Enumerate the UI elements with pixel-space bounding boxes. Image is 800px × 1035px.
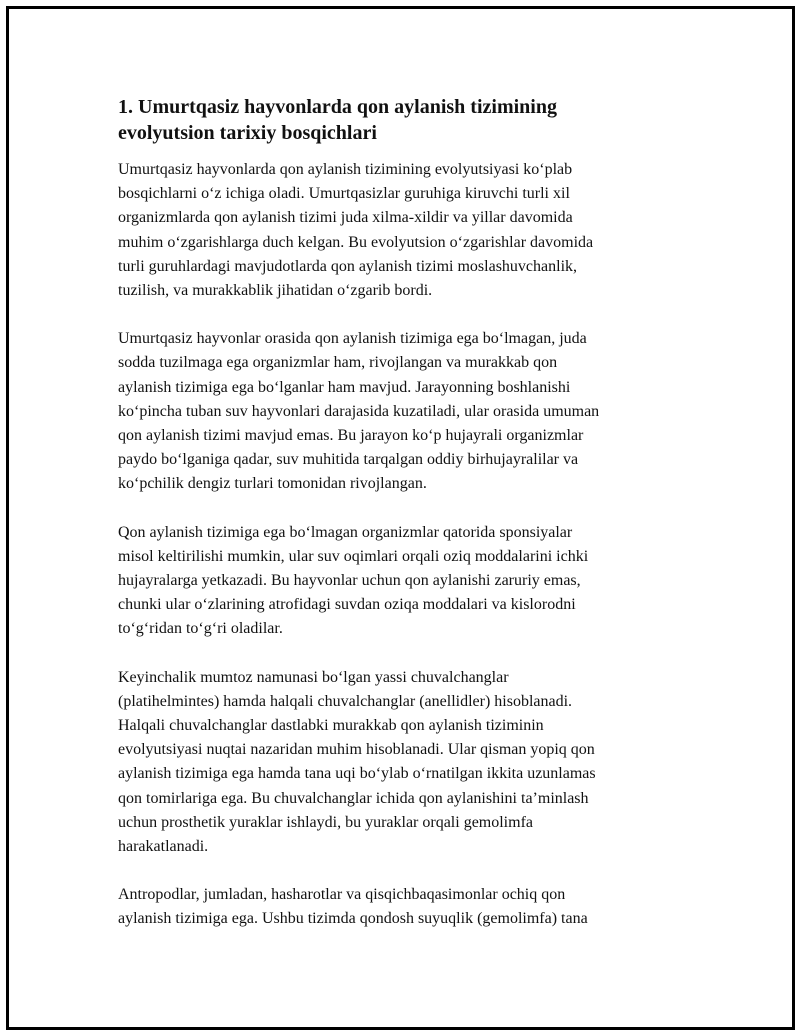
heading-line: evolyutsion tarixiy bosqichlari [118, 122, 377, 144]
paragraph [118, 158, 693, 303]
text-line: Umurtqasiz hayvonlarda qon aylanish tizimining evolyutsiyasi ko‘plab [118, 161, 573, 178]
text-line: ko‘pchilik dengiz turlari tomonidan rivojlangan. [118, 475, 427, 493]
text-line: bosqichlarni o‘z ichiga oladi. Umurtqasizlar guruhiga kiruvchi turli xil [118, 185, 570, 203]
text-line: organizmlarda qon aylanish tizimi juda xilma-xildir va yillar davomida [118, 209, 573, 227]
paragraph [118, 327, 693, 496]
heading-line: 1. Umurtqasiz hayvonlarda qon aylanish tizimining [118, 96, 557, 118]
text-line: harakatlanadi. [118, 838, 209, 856]
paragraph [118, 521, 693, 642]
paragraph [118, 883, 693, 931]
text-line: Umurtqasiz hayvonlar orasida qon aylanish tizimiga ega bo‘lmagan, juda [118, 330, 587, 348]
text-line: qon aylanish tizimi mavjud emas. Bu jarayon ko‘p hujayrali organizmlar [118, 427, 584, 445]
text-line: turli guruhlardagi mavjudotlarda qon aylanish tizimi moslashuvchanlik, [118, 257, 578, 275]
text-line: uchun prosthetik yuraklar ishlaydi, bu yuraklar orqali gemolimfa [118, 813, 533, 831]
text-line: sodda tuzilmaga ega organizmlar ham, rivojlangan va murakkab qon [118, 354, 558, 372]
text-line: Halqali chuvalchanglar dastlabki murakkab qon aylanish tiziminin [118, 717, 544, 735]
paragraph [118, 666, 693, 860]
text-line: qon tomirlariga ega. Bu chuvalchanglar ichida qon aylanishini ta’minlash [118, 789, 589, 807]
text-line: (platihelmintes) hamda halqali chuvalchanglar (anellidler) hisoblanadi. [118, 692, 573, 710]
text-line: Antropodlar, jumladan, hasharotlar va qisqichbaqasimonlar ochiq qon [118, 886, 566, 904]
text-line: muhim o‘zgarishlarga duch kelgan. Bu evolyutsion o‘zgarishlar davomida [118, 233, 594, 251]
text-line: misol keltirilishi mumkin, ular suv oqimlari orqali oziq moddalarini ichki [118, 547, 589, 565]
text-line: aylanish tizimiga ega hamda tana uqi bo‘ylab o‘rnatilgan ikkita uzunlamas [118, 765, 596, 783]
text-line: Keyinchalik mumtoz namunasi bo‘lgan yassi chuvalchanglar [118, 668, 509, 686]
document-body [118, 94, 693, 956]
text-line: aylanish tizimiga ega bo‘lganlar ham mavjud. Jarayonning boshlanishi [118, 378, 571, 396]
text-line: hujayralarga yetkazadi. Bu hayvonlar uchun qon aylanishi zaruriy emas, [118, 572, 581, 590]
text-line: chunki ular o‘zlarining atrofidagi suvdan oziqa moddalari va kislorodni [118, 596, 576, 614]
text-line: paydo bo‘lganiga qadar, suv muhitida tarqalgan oddiy birhujayralilar va [118, 451, 579, 469]
text-line: to‘g‘ridan to‘g‘ri oladilar. [118, 620, 283, 638]
text-line: ko‘pincha tuban suv hayvonlari darajasida kuzatiladi, ular orasida umuman [118, 402, 600, 420]
text-line: evolyutsiyasi nuqtai nazaridan muhim hisoblanadi. Ular qisman yopiq qon [118, 741, 595, 759]
section-heading [118, 94, 693, 146]
text-line: aylanish tizimiga ega. Ushbu tizimda qondosh suyuqlik (gemolimfa) tana [118, 910, 588, 928]
text-line: tuzilish, va murakkablik jihatidan o‘zgarib bordi. [118, 282, 433, 300]
text-line: Qon aylanish tizimiga ega bo‘lmagan organizmlar qatorida sponsiyalar [118, 523, 573, 541]
